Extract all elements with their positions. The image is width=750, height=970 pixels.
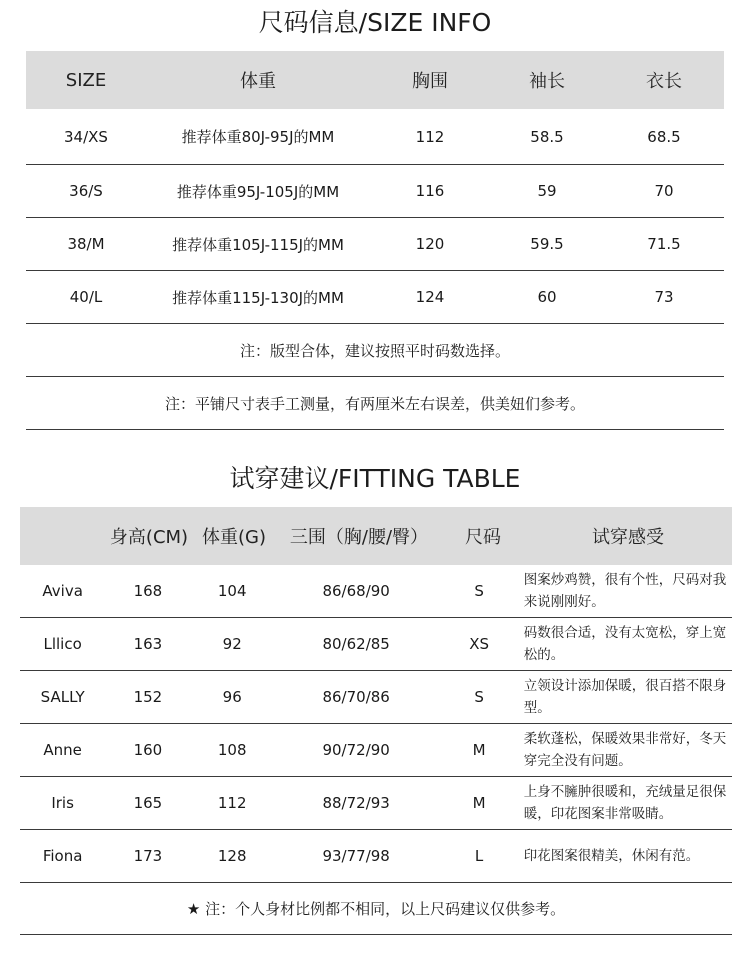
model-name: SALLY	[40, 688, 85, 706]
model-weight: 128	[217, 847, 247, 865]
weight-value: 推荐体重115J-130J的MM	[172, 288, 344, 307]
model-feedback: 上身不臃肿很暖和，充绒量足很保暖，印花图案非常吸睛。	[523, 784, 727, 822]
weight-value: 推荐体重80J-95J的MM	[181, 128, 335, 146]
table-row	[20, 618, 732, 671]
table-row	[20, 724, 732, 777]
length-value: 70	[654, 182, 674, 200]
model-size: XS	[469, 635, 490, 653]
table-row	[20, 671, 732, 724]
size-value: 40/L	[69, 288, 103, 306]
header-sleeve: 袖长	[529, 71, 565, 92]
model-measurements: 86/68/90	[322, 582, 390, 600]
model-weight: 112	[217, 794, 247, 812]
model-size: M	[472, 741, 486, 759]
header-size: SIZE	[65, 69, 107, 91]
size-value: 38/M	[67, 235, 105, 253]
header-chest: 胸围	[412, 71, 448, 92]
model-height: 152	[133, 688, 163, 706]
model-size: L	[474, 847, 484, 865]
weight-value: 推荐体重105J-115J的MM	[172, 235, 344, 254]
header-weight: 体重(G)	[202, 527, 266, 548]
chest-value: 120	[415, 235, 445, 253]
sleeve-value: 60	[537, 288, 557, 306]
length-value: 71.5	[647, 235, 681, 253]
table-row	[20, 777, 732, 830]
weight-value: 推荐体重95J-105J的MM	[176, 182, 340, 201]
chest-value: 112	[415, 127, 445, 146]
table-row	[26, 271, 724, 324]
size-value: 36/S	[69, 182, 103, 200]
fitting-note: ★ 注：个人身材比例都不相同，以上尺码建议仅供参考。	[20, 883, 732, 935]
chest-value: 116	[415, 182, 445, 200]
model-height: 160	[133, 741, 163, 759]
fitting-table-header	[20, 507, 732, 565]
header-feeling: 试穿感受	[592, 527, 664, 548]
model-weight: 104	[217, 582, 247, 600]
model-height: 165	[133, 794, 163, 812]
fitting-table-title: 试穿建议/FITTING TABLE	[229, 464, 521, 493]
model-name: Lllico	[43, 635, 82, 653]
model-height: 168	[133, 582, 163, 600]
model-name: Anne	[43, 741, 82, 759]
sleeve-value: 59.5	[530, 235, 564, 253]
size-note-fit: 注：版型合体，建议按照平时码数选择。	[26, 324, 724, 377]
model-name: Fiona	[42, 847, 83, 865]
model-weight: 96	[222, 688, 242, 706]
model-feedback: 码数很合适，没有太宽松，穿上宽松的。	[523, 625, 727, 663]
model-size: S	[474, 688, 484, 706]
length-value: 73	[654, 288, 674, 306]
header-measurements: 三围（胸/腰/臀）	[289, 527, 429, 548]
model-name: Aviva	[42, 582, 83, 600]
table-row	[20, 830, 732, 883]
size-note-measure: 注：平铺尺寸表手工测量，有两厘米左右误差，供美妞们参考。	[26, 377, 724, 430]
table-row	[20, 565, 732, 618]
header-weight: 体重	[240, 71, 276, 92]
header-size: 尺码	[465, 527, 501, 548]
model-name: Iris	[51, 794, 74, 812]
table-row	[26, 109, 724, 165]
model-size: M	[472, 794, 486, 812]
model-weight: 92	[222, 635, 242, 653]
size-info-title: 尺码信息/SIZE INFO	[258, 8, 492, 37]
model-measurements: 86/70/86	[322, 688, 390, 706]
table-row	[26, 218, 724, 271]
model-size: S	[474, 582, 484, 600]
length-value: 68.5	[647, 127, 681, 146]
size-value: 34/XS	[64, 127, 108, 146]
model-feedback: 图案炒鸡赞，很有个性，尺码对我来说刚刚好。	[523, 572, 727, 610]
sleeve-value: 58.5	[530, 127, 564, 146]
model-height: 163	[133, 635, 163, 653]
header-height: 身高(CM)	[109, 527, 189, 548]
table-row	[26, 165, 724, 218]
sleeve-value: 59	[537, 182, 557, 200]
fitting-table	[20, 507, 732, 935]
model-feedback: 立领设计添加保暖，很百搭不限身型。	[523, 678, 727, 716]
model-measurements: 90/72/90	[322, 741, 390, 759]
size-table-header	[26, 51, 724, 109]
size-table	[26, 51, 724, 430]
model-feedback: 柔软蓬松，保暖效果非常好，冬天穿完全没有问题。	[523, 731, 727, 769]
header-length: 衣长	[646, 71, 682, 92]
model-measurements: 93/77/98	[322, 847, 390, 865]
chest-value: 124	[415, 288, 445, 306]
model-measurements: 88/72/93	[322, 794, 390, 812]
model-height: 173	[133, 847, 163, 865]
model-weight: 108	[217, 741, 247, 759]
model-feedback: 印花图案很精美，休闲有范。	[523, 848, 700, 864]
model-measurements: 80/62/85	[322, 635, 390, 653]
